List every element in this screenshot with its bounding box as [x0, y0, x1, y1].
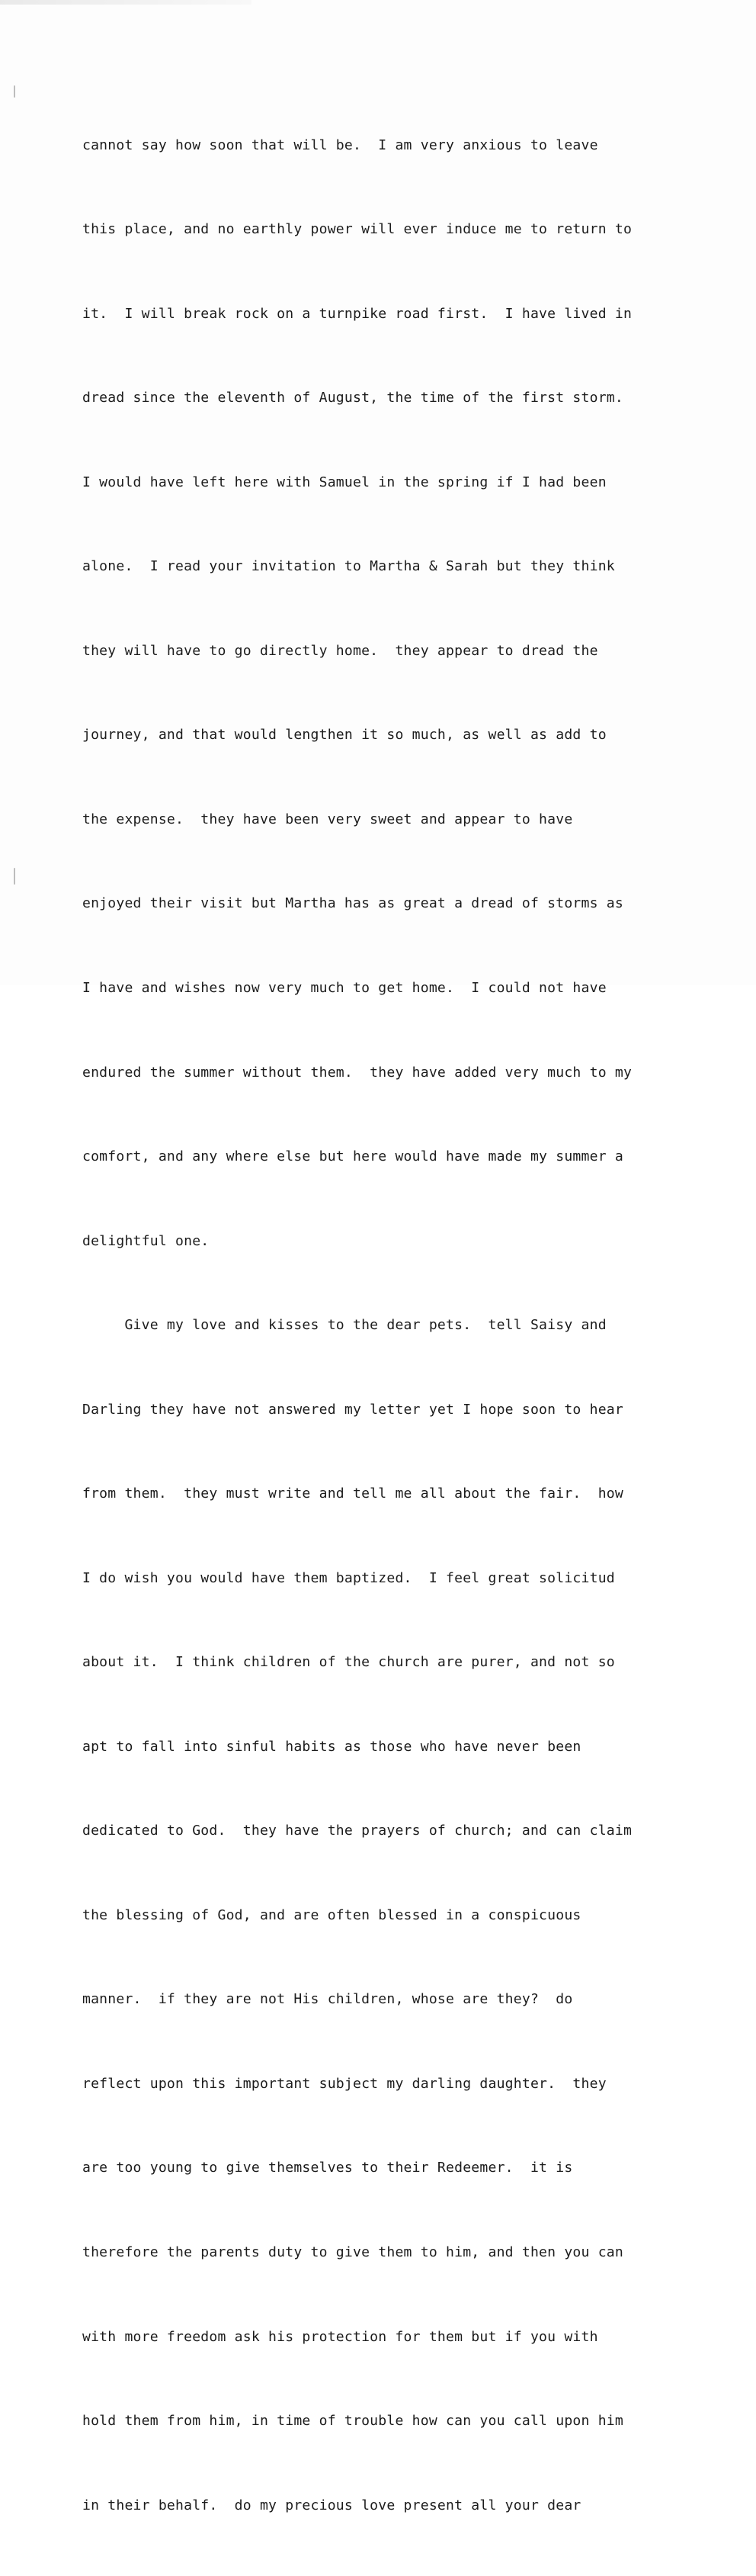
text-line: from them. they must write and tell me all about the fair. how [82, 1486, 623, 1502]
text-line: apt to fall into sinful habits as those who have never been [82, 1738, 581, 1755]
text-line: Darling they have not answered my letter yet I hope soon to hear [82, 1401, 623, 1418]
text-line: hold them from him, in time of trouble how can you call upon him [82, 2413, 623, 2430]
text-line: dedicated to God. they have the prayers of church; and can claim [82, 1823, 633, 1839]
scan-margin-mark [14, 85, 15, 98]
text-line: about it. I think children of the church are purer, and not so [82, 1654, 615, 1671]
text-line: I would have left here with Samuel in the spring if I had been [82, 474, 607, 490]
scan-margin-mark [14, 868, 15, 885]
text-line: cannot say how soon that will be. I am very anxious to leave [82, 137, 598, 153]
text-line: they will have to go directly home. they appear to dread the [82, 642, 598, 659]
scan-edge-shadow [0, 0, 251, 5]
text-line: the expense. they have been very sweet and appear to have [82, 811, 573, 827]
text-line: I have and wishes now very much to get home. I could not have [82, 980, 607, 996]
text-line: enjoyed their visit but Martha has as great a dread of storms as [82, 895, 623, 912]
text-line: therefore the parents duty to give them to him, and then you can [82, 2244, 623, 2260]
text-line: the blessing of God, and are often blessed in a conspicuous [82, 1906, 581, 1923]
text-line: endured the summer without them. they have added very much to my [82, 1064, 633, 1081]
text-line: alone. I read your invitation to Martha & Sarah but they think [82, 558, 615, 575]
text-line: Give my love and kisses to the dear pets. tell Saisy and [82, 1317, 607, 1334]
text-line: journey, and that would lengthen it so much, as well as add to [82, 727, 607, 744]
text-line: it. I will break rock on a turnpike road first. I have lived in [82, 305, 633, 322]
text-line: manner. if they are not His children, whose are they? do [82, 1991, 573, 2008]
text-line: I do wish you would have them baptized. I feel great solicitud [82, 1569, 615, 1586]
text-line: reflect upon this important subject my darling daughter. they [82, 2075, 607, 2092]
text-line: this place, and no earthly power will ever induce me to return to [82, 221, 633, 238]
text-line: dread since the eleventh of August, the time of the first storm. [82, 390, 623, 406]
text-line: comfort, and any where else but here would have made my summer a [82, 1148, 623, 1165]
letter-body [82, 75, 692, 2576]
text-line: with more freedom ask his protection for them but if you with [82, 2328, 598, 2345]
text-line: are too young to give themselves to their Redeemer. it is [82, 2160, 573, 2176]
text-line: delightful one. [82, 1232, 210, 1249]
text-line: in their behalf. do my precious love present all your dear [82, 2497, 581, 2513]
